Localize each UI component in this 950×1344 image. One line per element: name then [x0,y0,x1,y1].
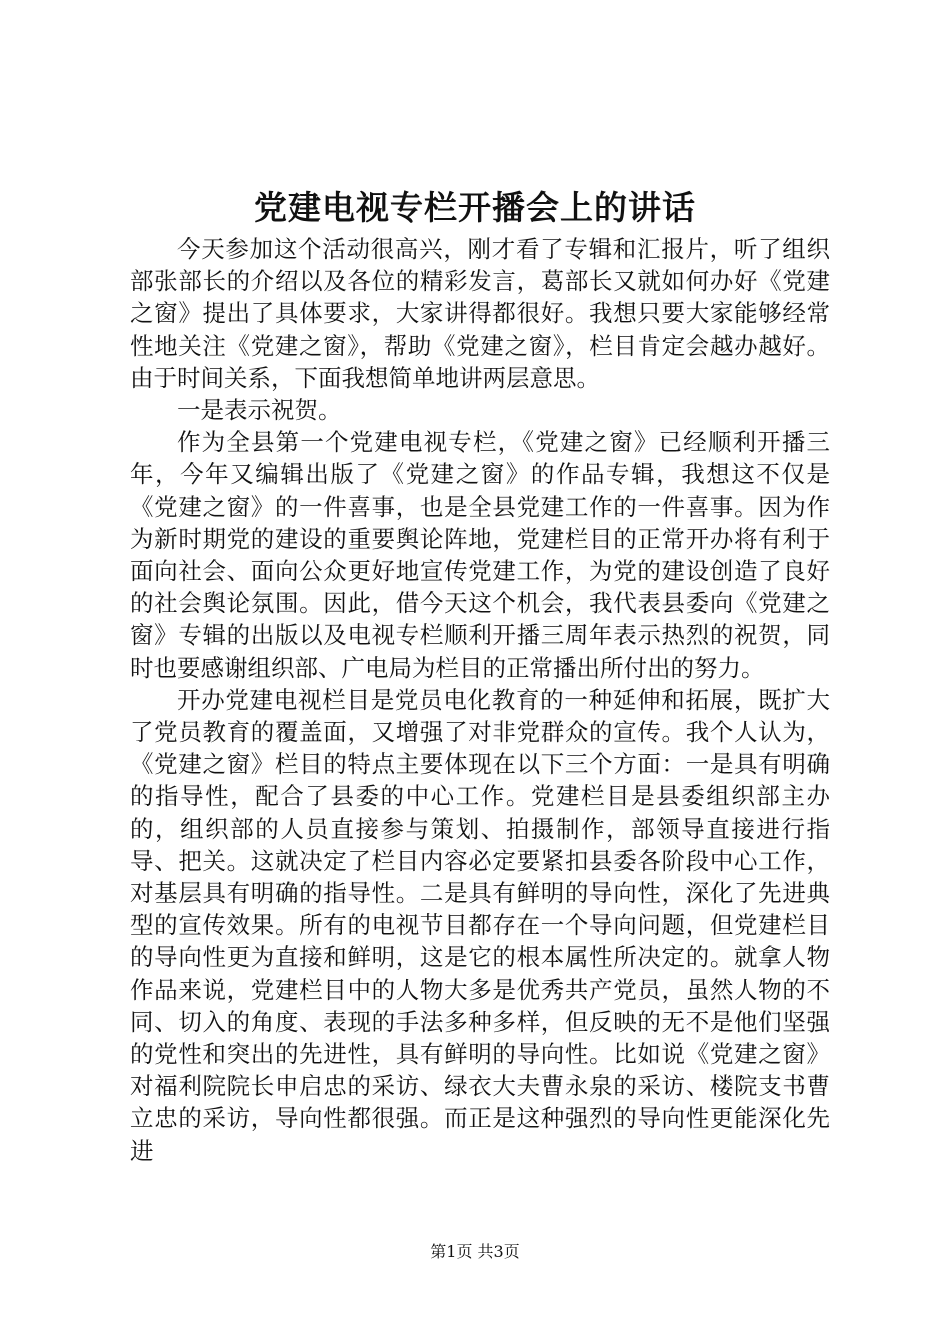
document-body [130,233,830,1167]
paragraph-program-features: 开办党建电视栏目是党员电化教育的一种延伸和拓展，既扩大了党员教育的覆盖面，又增强了对非党群众的宣传。我个人认为，《党建之窗》栏目的特点主要体现在以下三个方面：一是具有明确的指导性，配合了县委的中心工作。党建栏目是县委组织部主办的，组织部的人员直接参与策划、拍摄制作，部领导直接进行指导、把关。这就决定了栏目内容必定要紧扣县委各阶段中心工作，对基层具有明确的指导性。二是具有鲜明的导向性，深化了先进典型的宣传效果。所有的电视节目都存在一个导向问题，但党建栏目的导向性更为直接和鲜明，这是它的根本属性所决定的。就拿人物作品来说，党建栏目中的人物大多是优秀共产党员，虽然人物的不同、切入的角度、表现的手法多种多样，但反映的无不是他们坚强的党性和突出的先进性，具有鲜明的导向性。比如说《党建之窗》对福利院院长申启忠的采访、绿衣大夫曹永泉的采访、楼院支书曹立忠的采访，导向性都很强。而正是这种强烈的导向性更能深化先进 [130,685,830,1165]
paragraph-congratulations: 作为全县第一个党建电视专栏，《党建之窗》已经顺利开播三年，今年又编辑出版了《党建之窗》的作品专辑，我想这不仅是《党建之窗》的一件喜事，也是全县党建工作的一件喜事。因为作为新时期党的建设的重要舆论阵地，党建栏目的正常开办将有利于面向社会、面向公众更好地宣传党建工作，为党的建设创造了良好的社会舆论氛围。因此，借今天这个机会，我代表县委向《党建之窗》专辑的出版以及电视专栏顺利开播三周年表示热烈的祝贺，同时也要感谢组织部、广电局为栏目的正常播出所付出的努力。 [130,428,830,682]
page-number: 第1页 共3页 [430,1242,520,1261]
document-title: 党建电视专栏开播会上的讲话 [254,188,696,227]
paragraph-intro: 今天参加这个活动很高兴，刚才看了专辑和汇报片，听了组织部张部长的介绍以及各位的精彩发言，葛部长又就如何办好《党建之窗》提出了具体要求，大家讲得都很好。我想只要大家能够经常性地关注《党建之窗》，帮助《党建之窗》，栏目肯定会越办越好。由于时间关系，下面我想简单地讲两层意思。 [130,235,830,392]
paragraph-heading-congratulations: 一是表示祝贺。 [177,396,342,425]
